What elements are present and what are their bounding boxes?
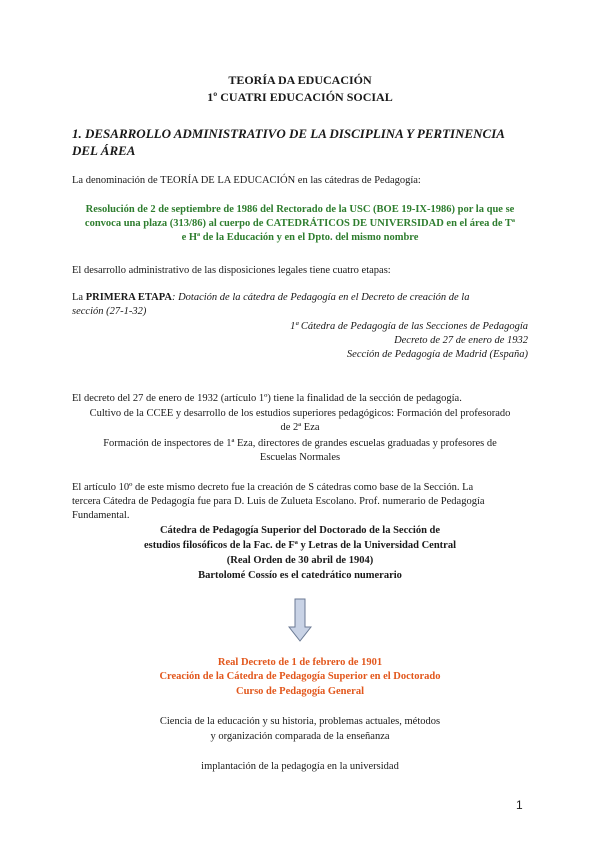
decree-line2: Cultivo de la CCEE y desarrollo de los estudios superiores pedagógicos: Formación del profesorado <box>89 408 511 419</box>
royal-decree-line2: Creación de la Cátedra de Pedagogía Superior en el Doctorado <box>159 671 441 682</box>
down-arrow-shape <box>289 599 311 641</box>
decree-line5: Escuelas Normales <box>259 452 341 463</box>
chair-line4: Bartolomé Cossío es el catedrático numerario <box>198 570 402 581</box>
first-stage-right-line1: 1ª Cátedra de Pedagogía de las Secciones de Pedagogía <box>290 321 528 332</box>
decree-line3: de 2ª Eza <box>280 422 320 433</box>
first-stage-label: PRIMERA ETAPA <box>85 292 172 303</box>
down-arrow-icon <box>288 598 312 642</box>
first-stage-paragraph <box>72 291 528 305</box>
chair-line2: estudios filosóficos de la Fac. de Fª y Letras de la Universidad Central <box>143 540 456 551</box>
royal-decree-line3: Curso de Pedagogía General <box>235 686 365 697</box>
decree-line1: El decreto del 27 de enero de 1932 (artículo 1º) tiene la finalidad de la sección de pedagogía. <box>72 393 462 404</box>
article10-line2: tercera Cátedra de Pedagogía fue para D. Luis de Zulueta Escolano. Prof. numerario de Pedagogía <box>72 496 485 507</box>
first-stage-right-line2: Decreto de 27 de enero de 1932 <box>394 335 528 346</box>
chair-line1: Cátedra de Pedagogía Superior del Doctorado de la Sección de <box>159 525 441 536</box>
first-stage-text: : Dotación de la cátedra de Pedagogía en el Decreto de creación de la <box>171 292 470 303</box>
decree-line4: Formación de inspectores de 1ª Eza, directores de grandes escuelas graduadas y profesores de <box>103 438 497 449</box>
section-heading-line1: 1. DESARROLLO ADMINISTRATIVO DE LA DISCIPLINA Y PERTINENCIA <box>72 126 505 141</box>
resolution-line3: e Hª de la Educación y en el Dpto. del mismo nombre <box>181 232 419 243</box>
intro-text: La denominación de TEORÍA DE LA EDUCACIÓN en las cátedras de Pedagogía: <box>72 175 421 186</box>
resolution-line1: Resolución de 2 de septiembre de 1986 del Rectorado de la USC (BOE 19-IX-1986) por la que se <box>85 204 515 215</box>
science-line2: y organización comparada de la enseñanza <box>210 731 390 742</box>
document-subtitle: 1º CUATRI EDUCACIÓN SOCIAL <box>207 90 393 104</box>
royal-decree-line1: Real Decreto de 1 de febrero de 1901 <box>217 657 383 668</box>
article10-line1: El artículo 10º de este mismo decreto fue la creación de S cátedras como base de la Sección. La <box>72 482 474 493</box>
page-number: 1 <box>516 798 523 812</box>
first-stage-text-line2: sección (27-1-32) <box>72 306 147 317</box>
document-title: TEORÍA DA EDUCACIÓN <box>228 73 372 87</box>
science-line3: implantación de la pedagogía en la universidad <box>201 761 399 772</box>
stages-intro: El desarrollo administrativo de las disposiciones legales tiene cuatro etapas: <box>72 265 391 276</box>
first-stage-prefix: La <box>72 292 86 303</box>
section-heading-line2: DEL ÁREA <box>72 143 136 158</box>
first-stage-right-line3: Sección de Pedagogía de Madrid (España) <box>346 349 528 360</box>
chair-line3: (Real Orden de 30 abril de 1904) <box>226 555 374 566</box>
science-line1: Ciencia de la educación y su historia, problemas actuales, métodos <box>159 716 441 727</box>
article10-line3: Fundamental. <box>72 510 130 521</box>
resolution-line2: convoca una plaza (313/86) al cuerpo de CATEDRÁTICOS DE UNIVERSIDAD en el área de Tª <box>84 218 516 229</box>
